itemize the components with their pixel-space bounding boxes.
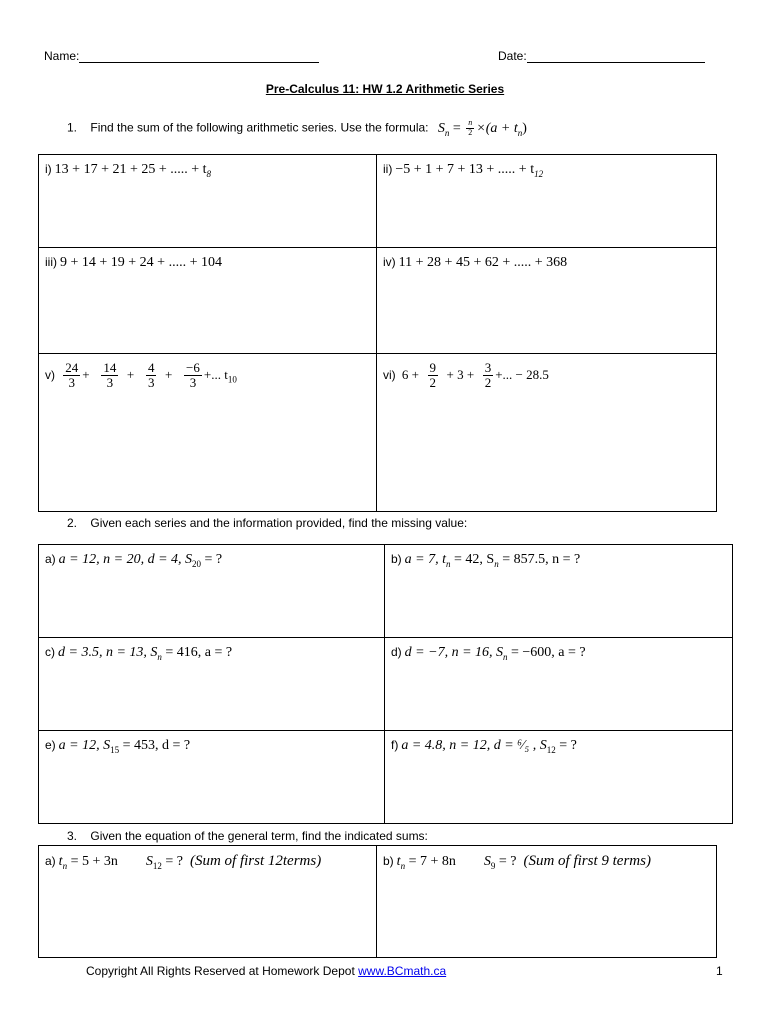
q1-cell-ii[interactable]: ii) −5 + 1 + 7 + 13 + ..... + $t_{12}$ — [377, 155, 717, 248]
q1-number: 1. — [67, 120, 78, 135]
footer-copyright — [86, 964, 446, 978]
q1-grid — [38, 154, 717, 512]
page-title: Pre-Calculus 11: HW 1.2 Arithmetic Series — [265, 82, 505, 96]
q2-cell-a[interactable]: a) a = 12, n = 20, d = 4, $S_{20}$ = ? — [39, 545, 385, 638]
q2-instruction — [67, 516, 467, 530]
q1-formula: $S_n$ = $\frac{n}{2}$ $\times(a + t_n)$ — [437, 118, 527, 138]
q1-instruction — [67, 119, 527, 138]
q2-cell-e[interactable]: e) a = 12, $S_{15} = 453$, d = ? — [39, 731, 385, 824]
name-field[interactable] — [44, 49, 319, 63]
q1-cell-iii[interactable]: iii) 9 + 14 + 19 + 24 + ..... + 104 — [39, 248, 377, 354]
copyright-text: Copyright All Rights Reserved at Homework Depot — [86, 964, 355, 978]
q3-grid — [38, 845, 717, 958]
name-label: Name: — [44, 49, 80, 63]
q3-cell-b[interactable]: b) $t_n = 7 + 8n$ $S_9$ = ? (Sum of first 9 terms) — [377, 846, 717, 958]
q2-cell-f[interactable]: f) a = 4.8, n = 12, d = ⁶⁄₅ , $S_{12}$ = ? — [385, 731, 733, 824]
q2-number: 2. — [67, 516, 78, 530]
q2-cell-d[interactable]: d) d = −7, n = 16, $S_n = -600$, a = ? — [385, 638, 733, 731]
q3-instruction — [67, 829, 428, 843]
page-number: 1 — [716, 964, 723, 978]
q2-prompt: Given each series and the information provided, find the missing value: — [90, 516, 468, 530]
name-blank[interactable] — [79, 50, 319, 63]
date-label: Date: — [498, 49, 527, 63]
q3-prompt: Given the equation of the general term, find the indicated sums: — [90, 829, 428, 843]
date-field[interactable] — [498, 49, 705, 63]
q1-cell-v[interactable]: v) $\frac{24}{3}$ + $\frac{14}{3}$ + $\frac{4}{3}$ + $\frac{-6}{3}$ +... $t_{10}$ — [39, 354, 377, 512]
q1-prompt: Find the sum of the following arithmetic series. Use the formula: — [90, 120, 429, 135]
q2-grid — [38, 544, 733, 824]
q1-cell-vi[interactable]: vi) 6 + $\frac{9}{2}$ + 3 + $\frac{3}{2}$ +... − 28.5 — [377, 354, 717, 512]
date-blank[interactable] — [527, 50, 705, 63]
q3-cell-a[interactable]: a) $t_n = 5 + 3n$ $S_{12}$ = ? (Sum of first 12terms) — [39, 846, 377, 958]
q2-cell-b[interactable]: b) a = 7, $t_n = 42$, $S_n = 857.5$, n = ? — [385, 545, 733, 638]
q2-cell-c[interactable]: c) d = 3.5, n = 13, $S_n = 416$, a = ? — [39, 638, 385, 731]
q3-number: 3. — [67, 829, 78, 843]
q1-cell-iv[interactable]: iv) 11 + 28 + 45 + 62 + ..... + 368 — [377, 248, 717, 354]
website-link[interactable]: www.BCmath.ca — [358, 964, 447, 978]
q1-cell-i[interactable]: i) 13 + 17 + 21 + 25 + ..... + $t_8$ — [39, 155, 377, 248]
